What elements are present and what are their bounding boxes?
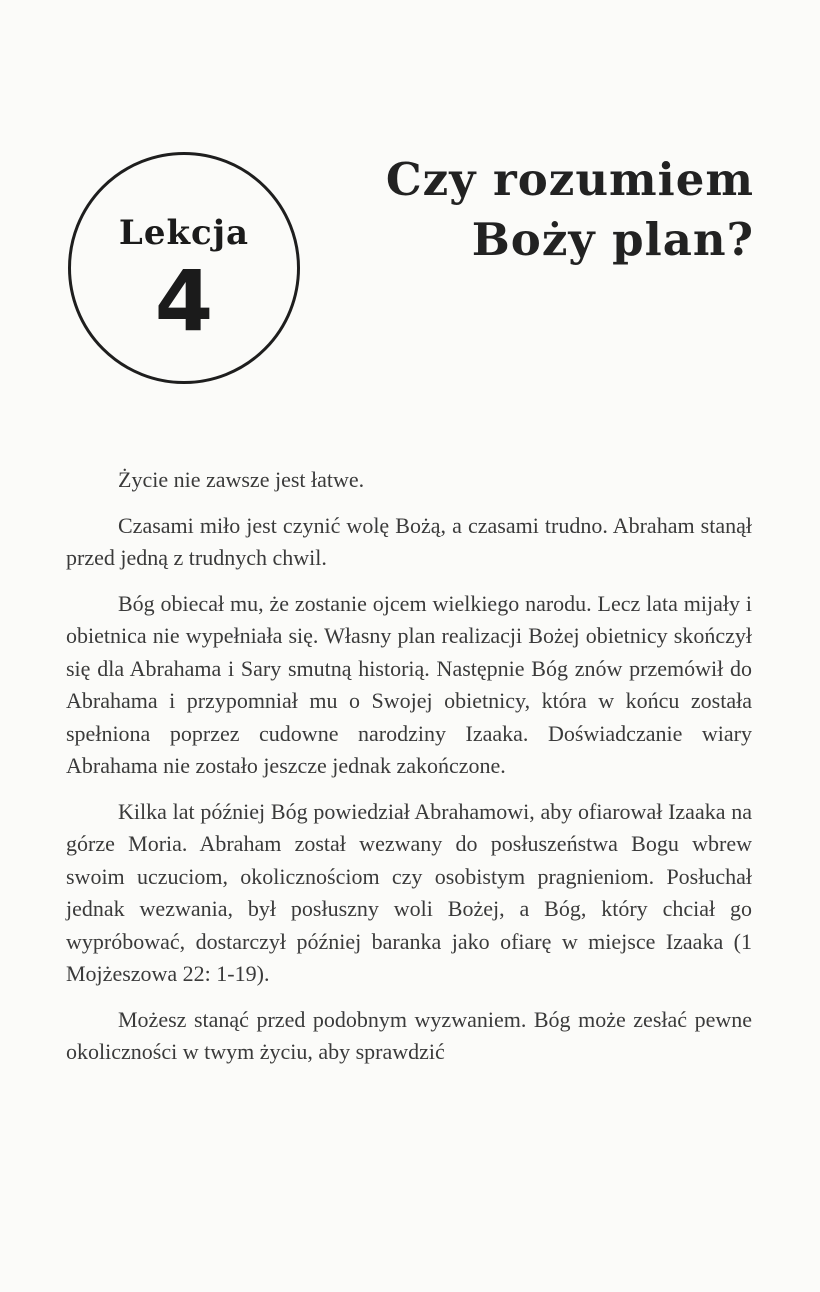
lesson-number: 4 — [154, 252, 214, 350]
title-line-1: Czy rozumiem — [385, 153, 754, 206]
lesson-body — [66, 464, 752, 1082]
lesson-badge — [68, 152, 300, 384]
paragraph: Czasami miło jest czynić wolę Bożą, a czasami trudno. Abraham stanął przed jedną z trudnych chwil. — [66, 512, 752, 570]
paragraph: Kilka lat później Bóg powiedział Abrahamowi, aby ofiarował Izaaka na górze Moria. Abraham został wezwany do posłuszeństwa Bogu wbrew swoim uczuciom, okolicznościom czy osobistym pragnieniom. Posłuchał jednak wezwania, był posłuszny woli Bożej, a Bóg, który chciał go wypróbować, dostarczył później baranka jako ofiarę w miejsce Izaaka (1 Mojżeszowa 22: 1-19). — [66, 798, 752, 986]
title-line-2: Boży plan? — [471, 213, 754, 266]
paragraph: Życie nie zawsze jest łatwe. — [118, 467, 365, 492]
lesson-label: Lekcja — [118, 213, 250, 253]
lesson-title — [386, 150, 754, 270]
paragraph: Bóg obiecał mu, że zostanie ojcem wielkiego narodu. Lecz lata mijały i obietnica nie wypełniała się. Własny plan realizacji Bożej obietnicy skończył się dla Abrahama i Sary smutną historią. Następnie Bóg znów przemówił do Abrahama i przypomniał mu o Swojej obietnicy, która w końcu została spełniona poprzez cudowne narodziny Izaaka. Doświadczanie wiary Abrahama nie zostało jeszcze jednak zakończone. — [66, 590, 752, 778]
paragraph: Możesz stanąć przed podobnym wyzwaniem. Bóg może zesłać pewne okoliczności w twym życiu, aby sprawdzić — [66, 1006, 752, 1064]
